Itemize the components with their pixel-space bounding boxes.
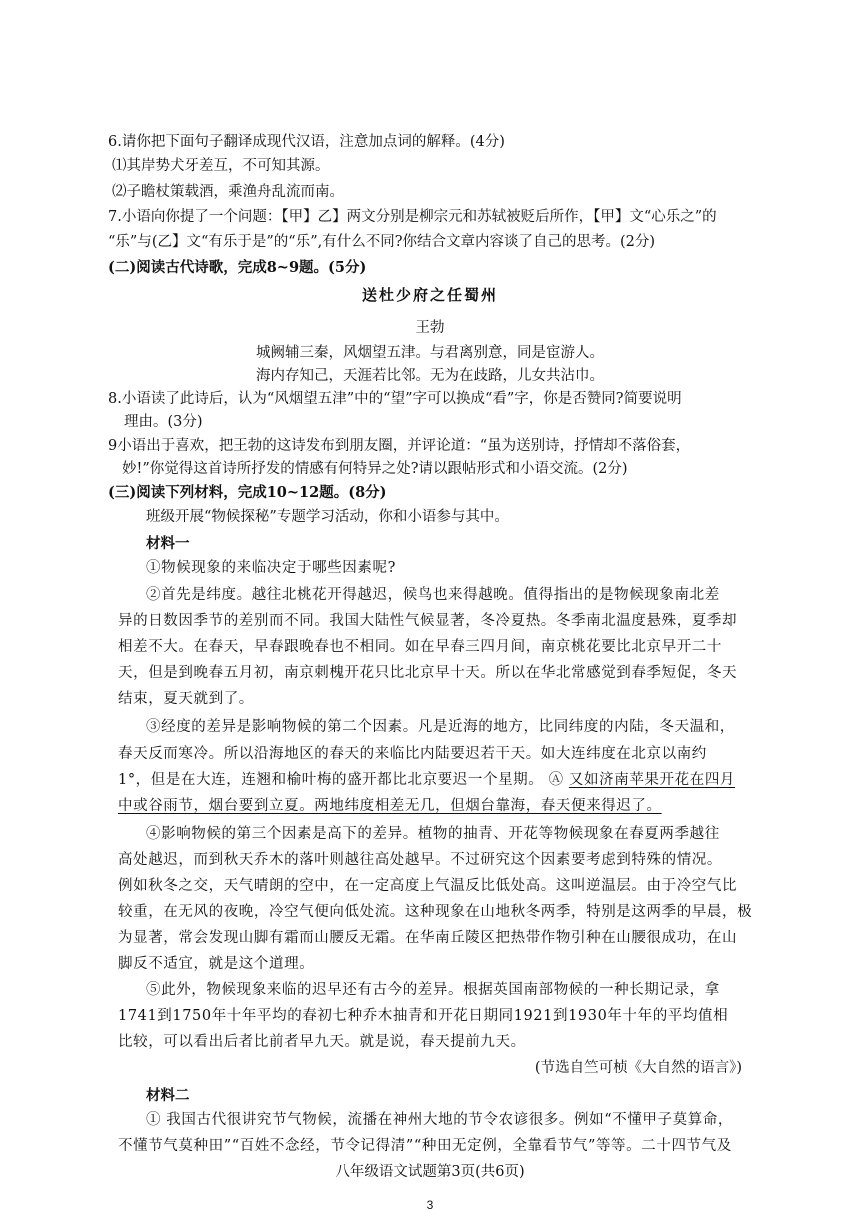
question-8-line-2: 理由。(3分) bbox=[124, 414, 203, 430]
question-6-stem: 6.请你把下面句子翻译成现代汉语，注意加点词的解释。(4分) bbox=[108, 134, 505, 150]
underlined-sentence-part-1: 又如济南苹果开花在四月 bbox=[568, 772, 736, 788]
material-1-para-4-line-4: 较重，在无风的夜晚，冷空气便向低处流。这种现象在山地秋冬两季，特别是这两季的早晨，极 bbox=[118, 904, 753, 920]
material-1-para-5-line-1: ⑤此外，物候现象来临的迟早还有古今的差异。根据英国南部物候的一种长期记录，拿 bbox=[146, 982, 720, 998]
question-7-line-2: “乐”与(乙】文“有乐于是”的“乐”,有什么不同?你结合文章内容谈了自己的思考。(2分) bbox=[108, 234, 656, 250]
material-2-para-1-line-2: 不懂节气莫种田”“百姓不念经，节令记得清”“种田无定例，全靠看节气”等等。二十四节气及 bbox=[118, 1138, 732, 1154]
section-3-heading: (三)阅读下列材料，完成10~12题。(8分) bbox=[108, 484, 387, 501]
material-1-para-3-line-1: ③经度的差异是影响物候的第二个因素。凡是近海的地方，比同纬度的内陆，冬天温和， bbox=[146, 719, 735, 735]
material-2-label: 材料二 bbox=[146, 1087, 190, 1104]
sentence-marker-a: Ⓐ bbox=[548, 772, 564, 788]
material-1-para-4-line-2: 高处越迟，而到秋天乔木的落叶则越往高处越早。不过研究这个因素要考虑到特殊的情况。 bbox=[118, 852, 722, 868]
material-1-para-2-line-3: 相差不大。在春天，早春跟晚春也不相同。如在早春三四月间，南京桃花要比北京早开二十 bbox=[118, 639, 722, 655]
material-1-para-2-line-1: ②首先是纬度。越往北桃花开得越迟，候鸟也来得越晚。值得指出的是物候现象南北差 bbox=[146, 587, 720, 603]
material-1-para-4-line-1: ④影响物候的第三个因素是高下的差异。植物的抽青、开花等物候现象在春夏两季越往 bbox=[146, 826, 720, 842]
question-8-line-1: 8.小语读了此诗后，认为“风烟望五津”中的“望”字可以换成“看”字，你是否赞同?简要说明 bbox=[108, 391, 682, 407]
poem-title: 送杜少府之任蜀州 bbox=[361, 286, 498, 304]
material-1-para-4-line-3: 例如秋冬之交，天气晴朗的空中，在一定高度上气温反比低处高。这叫逆温层。由于冷空气比 bbox=[118, 878, 738, 894]
poem-line-2: 海内存知己，天涯若比邻。无为在歧路，儿女共沾巾。 bbox=[256, 368, 604, 384]
material-1-para-5-line-3: 比较，可以看出后者比前者早九天。就是说，春天提前九天。 bbox=[118, 1034, 526, 1050]
question-6-item-1: ⑴其岸势犬牙差互，不可知其源。 bbox=[112, 158, 330, 174]
question-6-item-2: ⑵子瞻杖策载酒，乘渔舟乱流而南。 bbox=[112, 184, 344, 200]
page-number: 3 bbox=[426, 1198, 434, 1212]
material-1-para-4-line-5: 为显著，常会发现山脚有霜而山腰反无霜。在华南丘陵区把热带作物引种在山腰很成功，在山 bbox=[118, 930, 738, 946]
material-1-para-3-line-3 bbox=[118, 769, 735, 791]
material-1-para-3-line-3-text: 1°，但是在大连，连翘和榆叶梅的盛开都比北京要迟一个星期。 bbox=[118, 772, 544, 788]
material-1-para-5-line-2: 1741到1750年十年平均的春初七种乔木抽青和开花日期同1921到1930年十年的平均值相 bbox=[118, 1008, 729, 1024]
material-1-para-3-line-2: 春天反而寒冷。所以沿海地区的春天的来临比内陆要迟若干天。如大连纬度在北京以南约 bbox=[118, 746, 707, 762]
section-3-intro: 班级开展“物候探秘”专题学习活动，你和小语参与其中。 bbox=[146, 509, 509, 525]
question-9-line-1: 9小语出于喜欢，把王勃的这诗发布到朋友圈，并评论道：“虽为送别诗，抒情却不落俗套， bbox=[108, 438, 691, 454]
material-1-label: 材料一 bbox=[146, 535, 190, 552]
page-caption: 八年级语文试题第3页(共6页) bbox=[335, 1164, 525, 1180]
material-2-para-1-line-1: ① 我国古代很讲究节气物候，流播在神州大地的节令农谚很多。例如“不懂甲子莫算命， bbox=[146, 1112, 734, 1128]
question-7-line-1: 7.小语向你提了一个问题：【甲】乙】两文分别是柳宗元和苏轼被贬后所作，【甲】文“心乐之”的 bbox=[108, 209, 717, 225]
underlined-sentence-part-2: 中或谷雨节，烟台要到立夏。两地纬度相差无几，但烟台靠海，春天便来得迟了。 bbox=[118, 798, 662, 814]
poem-line-1: 城阙辅三秦，风烟望五津。与君离别意，同是宦游人。 bbox=[256, 345, 604, 361]
material-1-source: (节选自竺可桢《大自然的语言》) bbox=[534, 1060, 742, 1076]
section-2-heading: (二)阅读古代诗歌，完成8~9题。(5分) bbox=[108, 259, 367, 276]
material-1-para-2-line-5: 结束，夏天就到了。 bbox=[118, 691, 254, 707]
poem-author: 王勃 bbox=[415, 320, 445, 336]
material-1-para-4-line-6: 脚反不适宜，就是这个道理。 bbox=[118, 956, 315, 972]
question-9-line-2: 妙!”你觉得这首诗所抒发的情感有何特异之处?请以跟帖形式和小语交流。(2分) bbox=[122, 461, 628, 477]
material-1-para-1: ①物候现象的来临决定于哪些因素呢? bbox=[146, 560, 396, 576]
material-1-para-2-line-2: 异的日数因季节的差别而不同。我国大陆性气候显著，冬冷夏热。冬季南北温度悬殊，夏季却 bbox=[118, 613, 738, 629]
material-1-para-2-line-4: 天，但是到晚春五月初，南京刺槐开花只比北京早十天。所以在华北常感觉到春季短促，冬天 bbox=[118, 665, 738, 681]
